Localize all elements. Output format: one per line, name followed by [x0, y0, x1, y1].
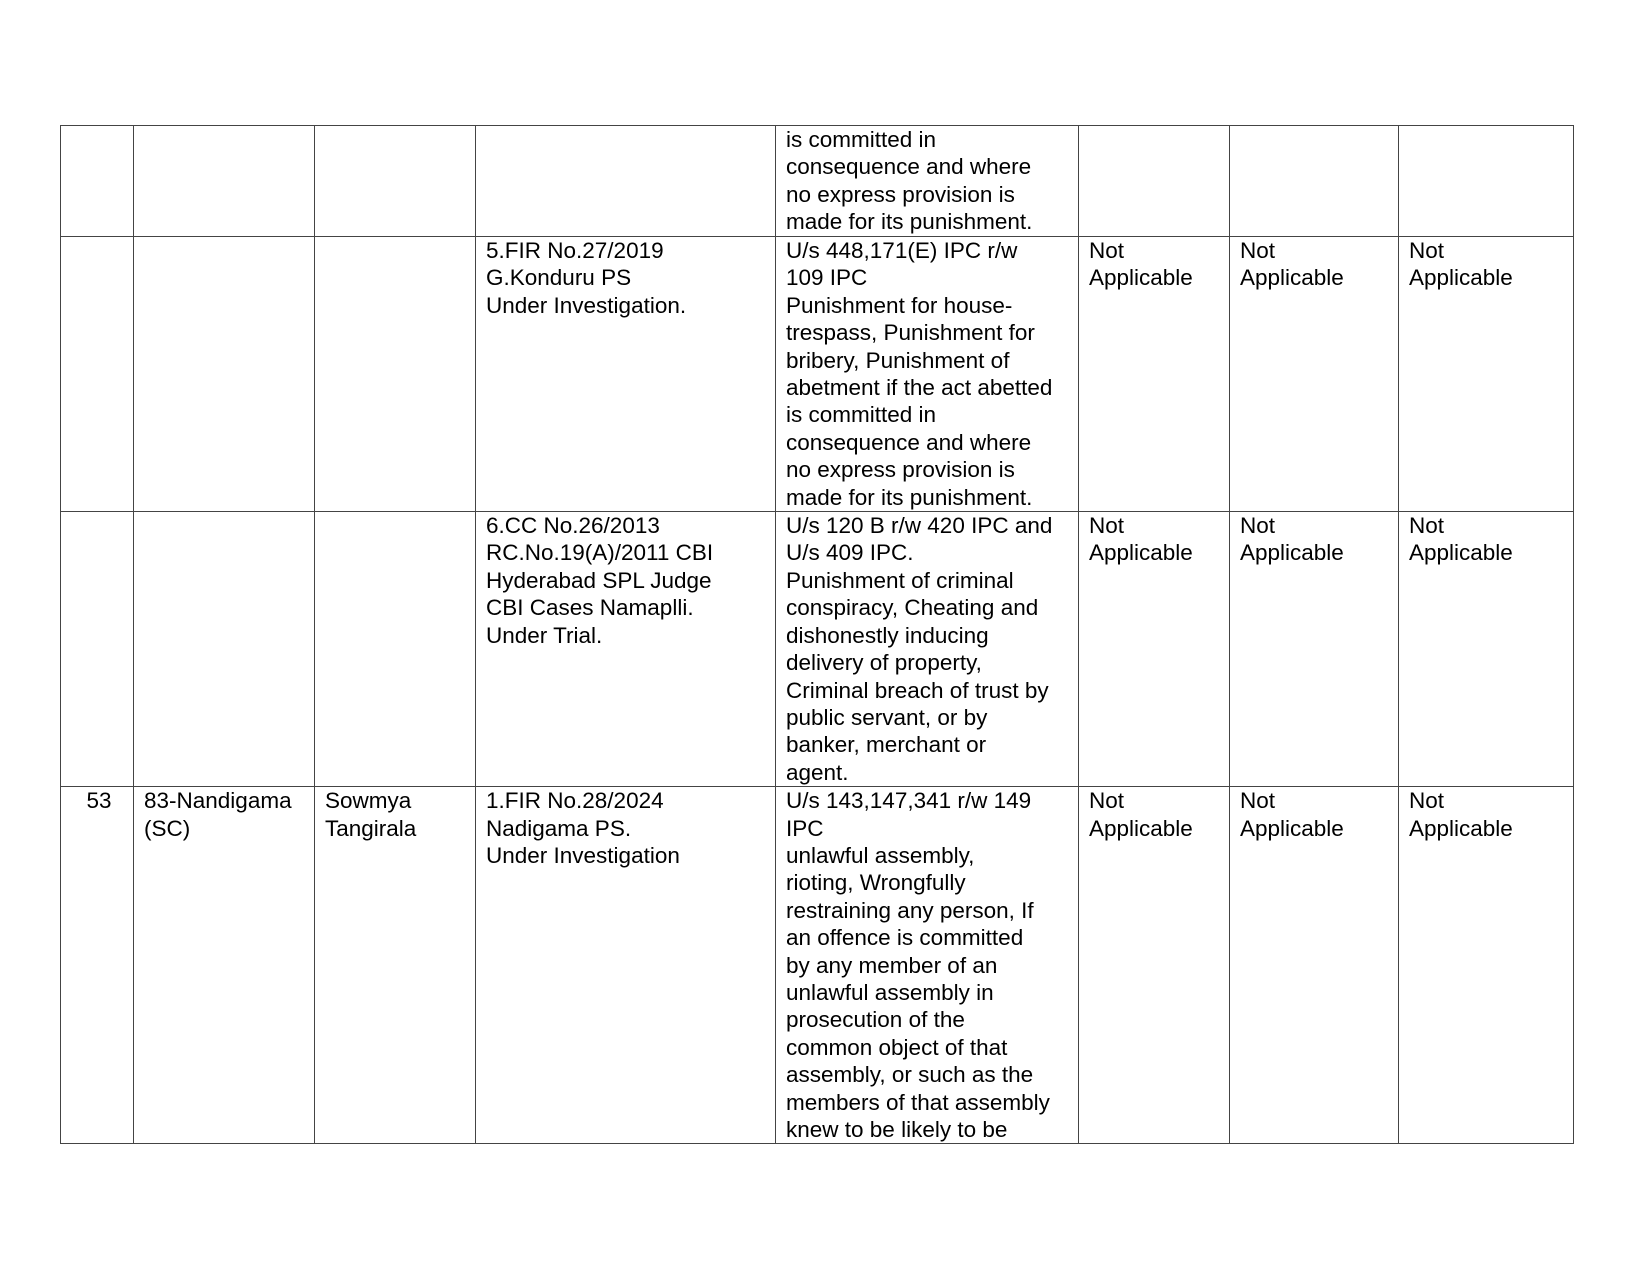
constituency-cell [134, 237, 315, 512]
case-line: 5.FIR No.27/2019 [486, 238, 664, 263]
constituency-line: 83-Nandigama [144, 788, 292, 814]
status-line: Not [1089, 513, 1125, 539]
case-line: 6.CC No.26/2013 [486, 513, 660, 539]
offence-line: 109 IPC [786, 265, 868, 291]
candidate-line: Tangirala [325, 815, 417, 841]
status-line: Applicable [1089, 815, 1193, 841]
case-line: Hyderabad SPL Judge [486, 567, 712, 593]
status-line: Applicable [1240, 265, 1344, 291]
offence-line: is committed in [786, 127, 937, 152]
offence-line: consequence and where [786, 429, 1032, 455]
offence-line: U/s 120 B r/w 420 IPC and [786, 513, 1053, 539]
case-line: Under Trial. [486, 622, 603, 648]
table-row [61, 126, 1574, 237]
serial-number-cell [61, 787, 134, 1144]
offence-line: unlawful assembly in [786, 979, 994, 1005]
offence-line: by any member of an [786, 952, 998, 978]
offence-line: Punishment of criminal [786, 567, 1014, 593]
status-line: Applicable [1409, 265, 1513, 291]
status-line: Not [1089, 238, 1125, 263]
offence-cell [776, 126, 1079, 237]
status-cell [1079, 237, 1230, 512]
status-line: Applicable [1409, 815, 1513, 841]
case-details-cell [476, 237, 776, 512]
status-cell [1079, 512, 1230, 787]
status-line: Not [1089, 788, 1125, 814]
offence-line: delivery of property, [786, 650, 982, 676]
status-cell [1399, 237, 1574, 512]
table-row [61, 512, 1574, 787]
status-line: Not [1409, 788, 1445, 814]
offence-line: U/s 448,171(E) IPC r/w [786, 238, 1018, 263]
status-line: Not [1409, 238, 1445, 263]
status-cell [1230, 126, 1399, 237]
case-details-cell [476, 512, 776, 787]
offence-line: Punishment for house- [786, 292, 1013, 318]
serial-number-cell [61, 512, 134, 787]
offence-line: banker, merchant or [786, 732, 987, 758]
offence-line: made for its punishment. [786, 484, 1033, 510]
table-row [61, 237, 1574, 512]
status-cell [1399, 126, 1574, 237]
offence-line: public servant, or by [786, 704, 988, 730]
offence-line: dishonestly inducing [786, 622, 989, 648]
status-line: Not [1240, 238, 1276, 263]
constituency-cell [134, 787, 315, 1144]
offence-cell [776, 787, 1079, 1144]
offence-line: restraining any person, If [786, 897, 1034, 923]
serial-number-cell [61, 237, 134, 512]
case-details-cell [476, 126, 776, 237]
offence-line: unlawful assembly, [786, 842, 975, 868]
case-details-cell [476, 787, 776, 1144]
offence-line: prosecution of the [786, 1007, 965, 1033]
offence-line: no express provision is [786, 457, 1015, 483]
offence-cell [776, 237, 1079, 512]
status-line: Applicable [1089, 265, 1193, 291]
offence-line: trespass, Punishment for [786, 320, 1035, 346]
status-cell [1230, 787, 1399, 1144]
status-cell [1079, 126, 1230, 237]
offence-line: IPC [786, 815, 824, 841]
candidate-cell [315, 237, 476, 512]
status-cell [1079, 787, 1230, 1144]
case-line: 1.FIR No.28/2024 [486, 788, 664, 814]
constituency-line: (SC) [144, 815, 191, 841]
offence-line: Criminal breach of trust by [786, 677, 1049, 703]
offence-line: assembly, or such as the [786, 1062, 1034, 1088]
offence-line: abetment if the act abetted [786, 375, 1053, 401]
offence-line: members of that assembly [786, 1089, 1050, 1115]
status-line: Not [1409, 513, 1445, 539]
status-line: Applicable [1089, 540, 1193, 566]
offence-line: common object of that [786, 1034, 1008, 1060]
status-line: Not [1240, 788, 1276, 814]
candidate-cell [315, 512, 476, 787]
case-line: Under Investigation. [486, 292, 687, 318]
offence-line: bribery, Punishment of [786, 347, 1010, 373]
status-cell [1230, 237, 1399, 512]
candidate-line: Sowmya [325, 788, 412, 814]
offence-line: conspiracy, Cheating and [786, 595, 1039, 621]
case-line: CBI Cases Namaplli. [486, 595, 694, 621]
case-line: Nadigama PS. [486, 815, 632, 841]
offence-line: U/s 143,147,341 r/w 149 [786, 788, 1032, 814]
constituency-cell [134, 512, 315, 787]
table-row [61, 787, 1574, 1144]
status-cell [1399, 512, 1574, 787]
offence-line: knew to be likely to be [786, 1117, 1008, 1142]
offence-line: rioting, Wrongfully [786, 870, 966, 896]
constituency-cell [134, 126, 315, 237]
offence-cell [776, 512, 1079, 787]
offence-line: U/s 409 IPC. [786, 540, 914, 566]
serial-number-cell [61, 126, 134, 237]
offence-line: made for its punishment. [786, 209, 1033, 235]
status-line: Applicable [1409, 540, 1513, 566]
offence-line: no express provision is [786, 181, 1015, 207]
candidate-cell [315, 787, 476, 1144]
offence-line: consequence and where [786, 154, 1032, 180]
candidate-cell [315, 126, 476, 237]
status-cell [1399, 787, 1574, 1144]
case-line: Under Investigation [486, 842, 680, 868]
offence-line: is committed in [786, 402, 937, 428]
case-line: G.Konduru PS [486, 265, 632, 291]
status-line: Applicable [1240, 540, 1344, 566]
case-line: RC.No.19(A)/2011 CBI [486, 540, 714, 566]
serial-number: 53 [86, 788, 112, 814]
case-table [60, 125, 1574, 1144]
offence-line: agent. [786, 759, 849, 785]
offence-line: an offence is committed [786, 925, 1024, 951]
status-line: Applicable [1240, 815, 1344, 841]
status-line: Not [1240, 513, 1276, 539]
status-cell [1230, 512, 1399, 787]
